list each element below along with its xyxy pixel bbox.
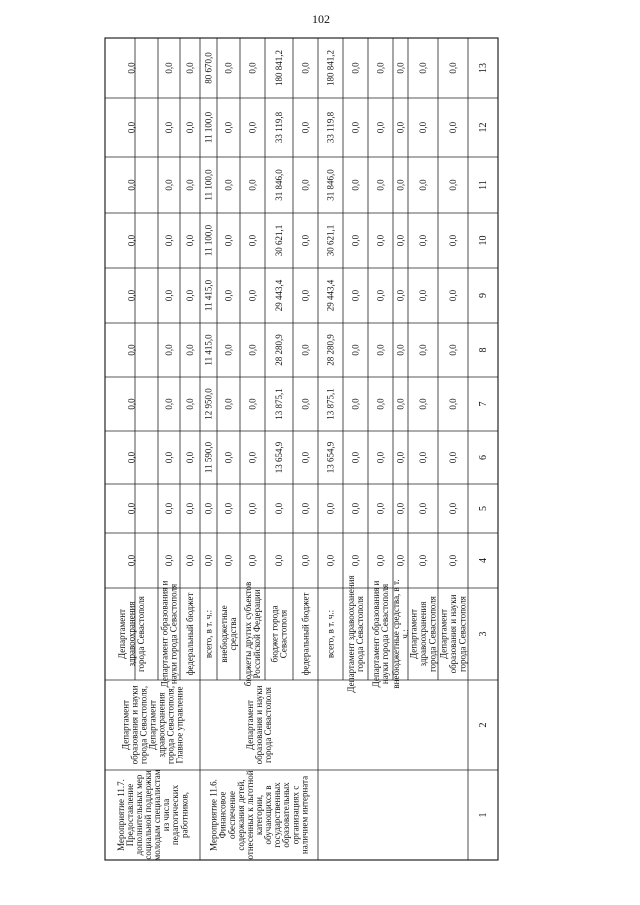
- value-cell: 0,0: [164, 62, 174, 74]
- value-cell: 0,0: [164, 398, 174, 410]
- value-cell: 0,0: [350, 62, 361, 74]
- value-cell: 0,0: [448, 289, 458, 302]
- value-cell: 0,0: [350, 554, 361, 567]
- value-cell: 30 621,1: [325, 224, 336, 257]
- row-source-label: Департамент образования инауки города Севастополя: [370, 580, 391, 688]
- value-cell: 0,0: [448, 179, 458, 191]
- value-cell: 0,0: [223, 179, 234, 191]
- value-cell: 0,0: [418, 62, 428, 74]
- value-cell: 0,0: [223, 451, 234, 464]
- value-cell: 0,0: [375, 344, 386, 356]
- value-cell: 0,0: [395, 179, 406, 191]
- responsible-executor: Департаментобразования и наукигорода Севастополя: [244, 685, 274, 765]
- column-header-5: 5: [478, 506, 489, 511]
- value-cell: 0,0: [350, 344, 361, 356]
- row-source-label: федеральный бюджет: [300, 592, 311, 676]
- column-header-6: 6: [478, 455, 489, 460]
- value-cell: 0,0: [164, 451, 174, 464]
- value-cell: 0,0: [223, 121, 234, 134]
- table-cells: [116, 50, 489, 860]
- value-cell: 0,0: [448, 62, 458, 74]
- value-cell: 0,0: [300, 398, 311, 410]
- value-cell: 13 875,1: [325, 388, 336, 420]
- value-cell: 0,0: [448, 451, 458, 464]
- value-cell: 0,0: [375, 451, 386, 464]
- value-cell: 13 654,9: [325, 441, 336, 474]
- value-cell: 0,0: [247, 62, 258, 74]
- row-source-label: Департаментздравоохранениягорода Севастополя: [408, 596, 438, 672]
- value-cell: 0,0: [274, 502, 284, 515]
- value-cell: 0,0: [418, 179, 428, 191]
- value-cell: 13 654,9: [274, 441, 284, 474]
- value-cell: 0,0: [185, 398, 195, 410]
- value-cell: 28 280,9: [274, 334, 284, 366]
- value-cell: 0,0: [185, 502, 195, 515]
- value-cell: 0,0: [300, 179, 311, 191]
- value-cell: 0,0: [395, 289, 406, 302]
- value-cell: 0,0: [350, 398, 361, 410]
- value-cell: 0,0: [247, 398, 258, 410]
- column-header-7: 7: [478, 401, 489, 407]
- value-cell: 180 841,2: [325, 50, 336, 86]
- value-cell: 0,0: [395, 62, 406, 74]
- value-cell: 0,0: [185, 121, 195, 134]
- value-cell: 0,0: [247, 554, 258, 567]
- value-cell: 12 950,0: [203, 388, 214, 420]
- column-header-13: 13: [478, 63, 489, 73]
- value-cell: 0,0: [350, 234, 361, 247]
- value-cell: 0,0: [350, 502, 361, 515]
- value-cell: 0,0: [223, 398, 234, 410]
- value-cell: 0,0: [448, 344, 458, 356]
- value-cell: 0,0: [350, 121, 361, 134]
- value-cell: 0,0: [300, 234, 311, 247]
- value-cell: 13 875,1: [274, 388, 284, 420]
- value-cell: 0,0: [203, 554, 214, 567]
- value-cell: 0,0: [448, 121, 458, 134]
- value-cell: 0,0: [126, 289, 137, 302]
- value-cell: 0,0: [223, 554, 234, 567]
- column-header-2: 2: [478, 722, 489, 728]
- value-cell: 0,0: [164, 554, 174, 567]
- value-cell: 0,0: [418, 554, 428, 567]
- row-source-label: Департаментздравоохранениягорода Севастополя: [117, 596, 146, 672]
- value-cell: 0,0: [247, 289, 258, 302]
- value-cell: 0,0: [395, 451, 406, 464]
- value-cell: 0,0: [164, 121, 174, 134]
- value-cell: 0,0: [223, 62, 234, 74]
- value-cell: 0,0: [418, 234, 428, 247]
- value-cell: 0,0: [375, 554, 386, 567]
- value-cell: 0,0: [300, 62, 311, 74]
- value-cell: 30 621,1: [274, 224, 284, 257]
- value-cell: 0,0: [300, 554, 311, 567]
- value-cell: 0,0: [247, 121, 258, 134]
- row-source-label: федеральный бюджет: [185, 592, 195, 676]
- column-header-11: 11: [478, 180, 489, 190]
- value-cell: 0,0: [247, 179, 258, 191]
- value-cell: 0,0: [375, 289, 386, 302]
- value-cell: 0,0: [418, 121, 428, 134]
- value-cell: 0,0: [185, 344, 195, 356]
- value-cell: 0,0: [247, 344, 258, 356]
- value-cell: 0,0: [164, 179, 174, 191]
- value-cell: 29 443,4: [325, 279, 336, 312]
- value-cell: 0,0: [448, 554, 458, 567]
- value-cell: 0,0: [185, 289, 195, 302]
- value-cell: 0,0: [247, 234, 258, 247]
- value-cell: 0,0: [395, 344, 406, 356]
- column-header-8: 8: [478, 347, 489, 353]
- value-cell: 0,0: [223, 289, 234, 302]
- value-cell: 0,0: [126, 451, 137, 464]
- value-cell: 0,0: [300, 502, 311, 515]
- value-cell: 0,0: [164, 289, 174, 302]
- value-cell: 0,0: [350, 289, 361, 302]
- column-header-1: 1: [478, 812, 489, 818]
- value-cell: 33 119,8: [325, 111, 336, 144]
- responsible-executor: Департаментобразования и наукигорода Севастополя,Департаментздравоохранениягорода Севастополя,Главное управление: [120, 685, 185, 765]
- value-cell: 0,0: [185, 179, 195, 191]
- page-number: 102: [312, 12, 330, 26]
- value-cell: 80 670,0: [203, 52, 214, 84]
- value-cell: 0,0: [126, 234, 137, 247]
- value-cell: 11 590,0: [203, 441, 214, 474]
- row-source-label: всего, в т. ч.:: [203, 609, 214, 659]
- value-cell: 0,0: [126, 62, 137, 74]
- value-cell: 0,0: [375, 121, 386, 134]
- column-header-9: 9: [478, 293, 489, 298]
- row-source-label: бюджеты других субъектовРоссийской Федерации: [242, 581, 263, 687]
- value-cell: 0,0: [185, 234, 195, 247]
- row-source-label: Департамент образования инауки города Севастополя: [159, 580, 179, 688]
- value-cell: 0,0: [448, 502, 458, 515]
- value-cell: 0,0: [395, 121, 406, 134]
- value-cell: 0,0: [395, 502, 406, 515]
- value-cell: 0,0: [164, 502, 174, 515]
- value-cell: 0,0: [185, 451, 195, 464]
- value-cell: 0,0: [418, 451, 428, 464]
- value-cell: 0,0: [185, 62, 195, 74]
- value-cell: 0,0: [418, 344, 428, 356]
- row-source-label: внебюджетные средства, в т.ч.:: [391, 579, 410, 689]
- value-cell: 0,0: [126, 554, 137, 567]
- value-cell: 0,0: [375, 398, 386, 410]
- value-cell: 11 415,0: [203, 279, 214, 312]
- value-cell: 0,0: [395, 398, 406, 410]
- value-cell: 0,0: [395, 234, 406, 247]
- value-cell: 0,0: [325, 554, 336, 567]
- value-cell: 0,0: [375, 502, 386, 515]
- value-cell: 29 443,4: [274, 279, 284, 312]
- value-cell: 0,0: [395, 554, 406, 567]
- column-header-4: 4: [478, 558, 489, 563]
- value-cell: 0,0: [418, 289, 428, 302]
- value-cell: 33 119,8: [274, 111, 284, 144]
- value-cell: 31 846,0: [274, 169, 284, 201]
- column-header-3: 3: [478, 631, 489, 637]
- value-cell: 0,0: [350, 179, 361, 191]
- value-cell: 0,0: [126, 344, 137, 356]
- value-cell: 0,0: [223, 234, 234, 247]
- value-cell: 0,0: [375, 179, 386, 191]
- value-cell: 0,0: [375, 234, 386, 247]
- value-cell: 0,0: [126, 179, 137, 191]
- value-cell: 31 846,0: [325, 169, 336, 201]
- value-cell: 11 415,0: [203, 334, 214, 366]
- value-cell: 28 280,9: [325, 334, 336, 366]
- value-cell: 0,0: [418, 398, 428, 410]
- value-cell: 0,0: [164, 234, 174, 247]
- row-source-label: внебюджетныесредства: [218, 605, 239, 663]
- value-cell: 0,0: [325, 502, 336, 515]
- value-cell: 11 100,0: [203, 169, 214, 201]
- value-cell: 11 100,0: [203, 111, 214, 144]
- value-cell: 0,0: [164, 344, 174, 356]
- event-description: Мероприятие 11.6.Финансовоеобеспечениесодержания детей,отнесенных к льготнойкатегории,обучающихся вгосударственныхобразовательныхорганизациях сналичием интерната: [208, 770, 310, 860]
- value-cell: 0,0: [375, 62, 386, 74]
- column-header-10: 10: [478, 235, 489, 246]
- column-header-12: 12: [478, 122, 489, 133]
- row-source-label: Департамент здравоохранениягорода Севастополя: [345, 575, 366, 693]
- value-cell: 0,0: [300, 289, 311, 302]
- value-cell: 0,0: [274, 554, 284, 567]
- value-cell: 0,0: [247, 502, 258, 515]
- value-cell: 0,0: [247, 451, 258, 464]
- value-cell: 0,0: [448, 398, 458, 410]
- value-cell: 180 841,2: [274, 50, 284, 86]
- row-source-label: бюджет городаСевастополя: [269, 605, 289, 663]
- value-cell: 0,0: [300, 121, 311, 134]
- value-cell: 0,0: [126, 121, 137, 134]
- value-cell: 0,0: [350, 451, 361, 464]
- value-cell: 0,0: [300, 451, 311, 464]
- value-cell: 0,0: [185, 554, 195, 567]
- value-cell: 0,0: [126, 398, 137, 410]
- value-cell: 11 100,0: [203, 224, 214, 257]
- row-source-label: Департаментобразования и наукигорода Севастополя: [438, 594, 468, 674]
- value-cell: 0,0: [448, 234, 458, 247]
- value-cell: 0,0: [203, 502, 214, 515]
- value-cell: 0,0: [418, 502, 428, 515]
- value-cell: 0,0: [300, 344, 311, 356]
- row-source-label: всего, в т. ч.:: [325, 609, 336, 659]
- value-cell: 0,0: [223, 502, 234, 515]
- value-cell: 0,0: [126, 502, 137, 515]
- event-description: Мероприятие 11.7.Предоставлениедополнительных мерсоциальной поддержкимолодым специалистамиз числапедагогическихработников,: [115, 769, 190, 861]
- value-cell: 0,0: [223, 344, 234, 356]
